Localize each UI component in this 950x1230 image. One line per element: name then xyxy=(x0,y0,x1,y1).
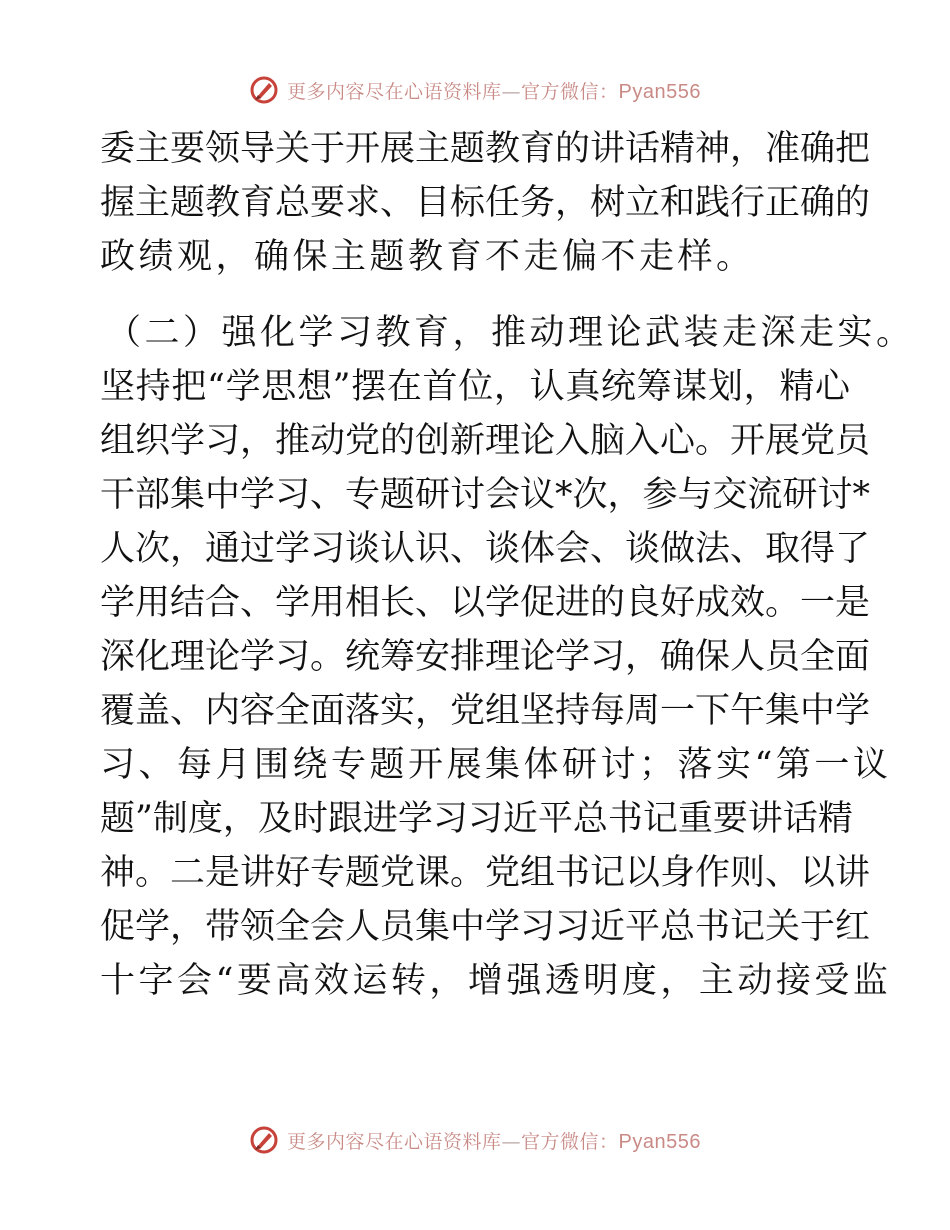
text-line: 坚持把“学思想”摆在首位，认真统筹谋划，精心 xyxy=(100,367,850,407)
text-line: 握主题教育总要求、目标任务，树立和践行正确的 xyxy=(100,183,871,223)
text-line: 政绩观，确保主题教育不走偏不走样。 xyxy=(100,237,755,277)
header-watermark xyxy=(0,70,950,110)
text-line: 促学，带领全会人员集中学习习近平总书记关于红 xyxy=(100,907,871,947)
pen-circle-icon xyxy=(249,1125,279,1155)
paragraph-1 xyxy=(100,122,871,284)
text-line: 深化理论学习。统筹安排理论学习，确保人员全面 xyxy=(100,637,871,677)
pen-circle-icon xyxy=(249,75,279,105)
document-body xyxy=(100,122,915,1008)
paragraph-2 xyxy=(100,306,915,1008)
text-line: 覆盖、内容全面落实，党组坚持每周一下午集中学 xyxy=(100,691,871,731)
text-line: 人次，通过学习谈认识、谈体会、谈做法、取得了 xyxy=(100,529,871,569)
watermark-text: 更多内容尽在心语资料库—官方微信：Pyan556 xyxy=(287,80,701,103)
text-line: 十字会“要高效运转，增强透明度，主动接受监 xyxy=(100,961,892,1001)
text-line: 习、每月围绕专题开展集体研讨；落实“第一议 xyxy=(100,745,892,785)
section-heading: （二）强化学习教育，推动理论武装走深走实。 xyxy=(106,313,915,353)
text-line: 干部集中学习、专题研讨会议*次，参与交流研讨* xyxy=(100,475,871,515)
text-line: 题”制度，及时跟进学习习近平总书记重要讲话精 xyxy=(100,799,853,839)
text-line: 组织学习，推动党的创新理论入脑入心。开展党员 xyxy=(100,421,871,461)
footer-watermark xyxy=(0,1120,950,1160)
text-line: 学用结合、学用相长、以学促进的良好成效。一是 xyxy=(100,583,871,623)
text-line: 神。二是讲好专题党课。党组书记以身作则、以讲 xyxy=(100,853,871,893)
watermark-text: 更多内容尽在心语资料库—官方微信：Pyan556 xyxy=(287,1130,701,1153)
text-line: 委主要领导关于开展主题教育的讲话精神，准确把 xyxy=(100,129,871,169)
